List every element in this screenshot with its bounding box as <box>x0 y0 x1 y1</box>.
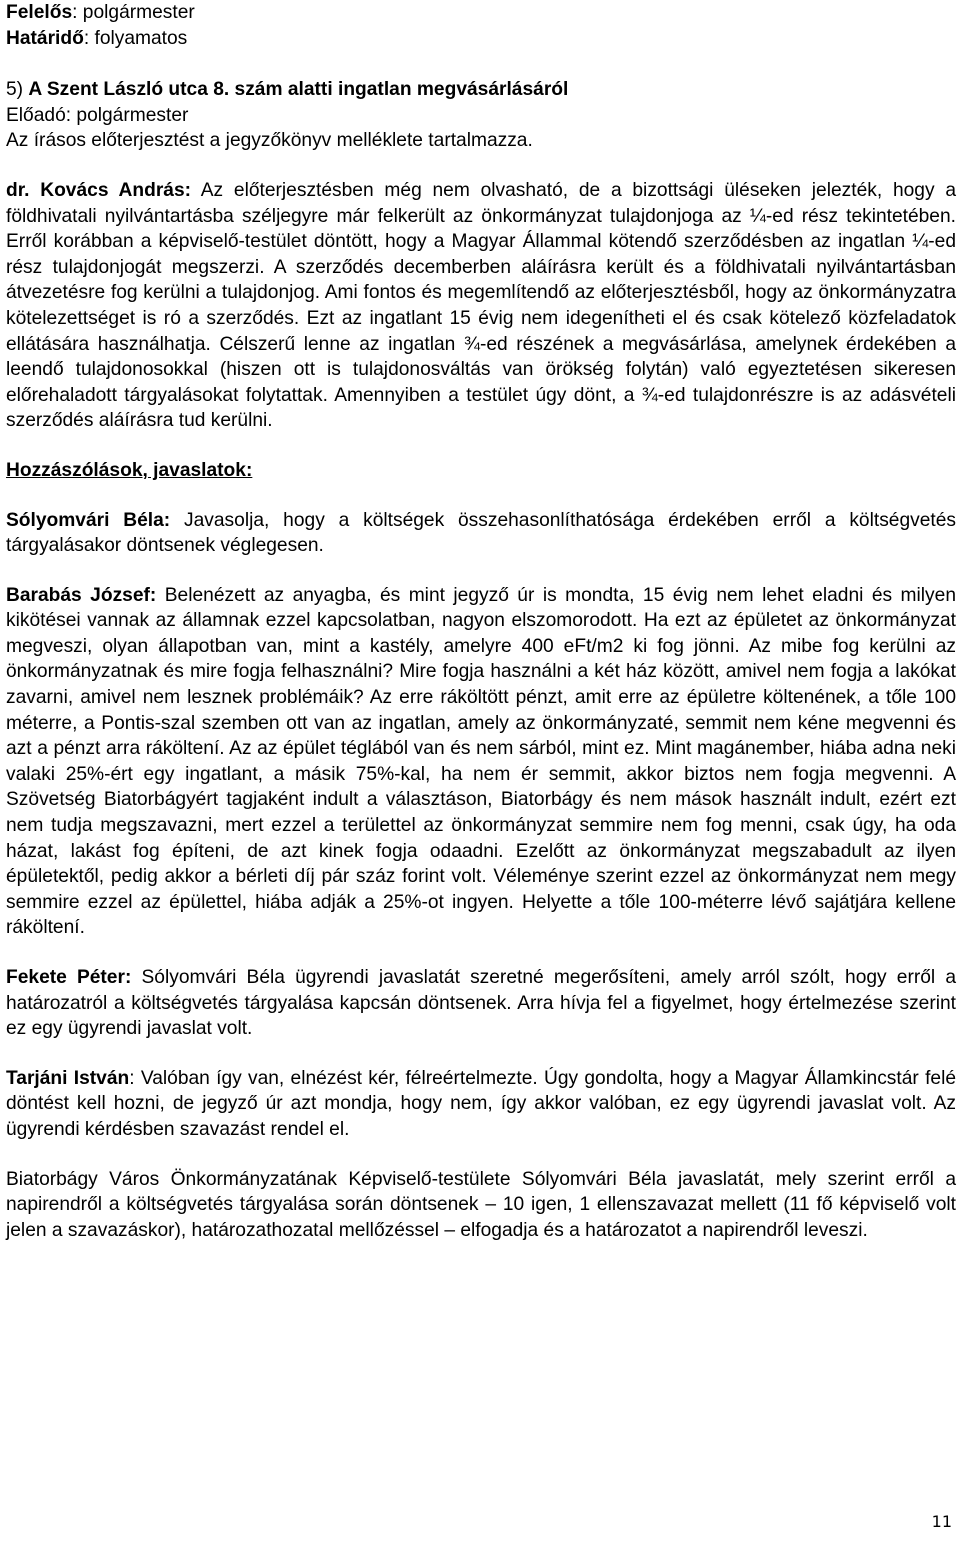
deadline-value: : folyamatos <box>83 27 188 49</box>
comment-paragraph <box>6 583 956 941</box>
agenda-item-number: 5) <box>6 79 29 101</box>
agenda-item-note: Az írásos előterjesztést a jegyzőkönyv melléklete tartalmazza. <box>6 130 533 152</box>
comment-text: Sólyomvári Béla ügyrendi javaslatát szeretné megerősíteni, amely arról szólt, hogy erről a határozatról a költségvetés tárgyalása kapcsán döntsenek. Arra hívja fel a figyelmet, hogy értelmezése szerint ez egy ügyrendi javaslat volt. <box>6 967 956 1040</box>
comment-paragraph <box>6 508 956 559</box>
comment-paragraph <box>6 1066 956 1143</box>
comment-paragraph <box>6 965 956 1042</box>
agenda-item-presenter: Előadó: polgármester <box>6 104 189 126</box>
comment-speaker: Fekete Péter: <box>6 967 132 988</box>
comment-text: : Valóban így van, elnézést kér, félreértelmezte. Úgy gondolta, hogy a Magyar Államkincstár felé döntést kell hozni, de jegyző úr azt mondja, hogy nem, így akkor valóban, ez egy ügyrendi javaslat volt. Az ügyrendi kérdésben szavazást rendel el. <box>6 1067 957 1140</box>
comment-text: Javasolja, hogy a költségek összehasonlíthatósága érdekében erről a költségvetés tárgyalásakor döntsenek véglegesen. <box>6 509 956 557</box>
responsible-line <box>6 0 956 26</box>
comment-speaker: Tarjáni István <box>6 1067 130 1089</box>
resolution-paragraph: Biatorbágy Város Önkormányzatának Képviselő-testülete Sólyomvári Béla javaslatát, mely szerint erről a napirendről a költségvetés tárgyalása során döntsenek – 10 igen, 1 ellenszavazat mellett (11 fő képviselő volt jelen a szavazáskor), határozathozatal mellőzéssel – elfogadja és a határozatot a napirendről leveszi. <box>6 1168 956 1241</box>
agenda-item-title-text: A Szent László utca 8. szám alatti ingatlan megvásárlásáról <box>28 79 569 101</box>
comment-speaker: Sólyomvári Béla: <box>6 509 171 531</box>
intro-text: Az előterjesztésben még nem olvasható, de a bizottsági üléseken jelezték, hogy a földhivatali nyilvántartásba széljegyre már felkerült az önkormányzat tulajdonjoga az ¼-ed rész tekintetében. Erről korábban a képviselő-testület döntött, hogy a Magyar Állammal kötendő szerződésben az ingatlan ¼-ed rész tulajdonjogát megszerzi. A szerződés decemberben aláírásra került és a földhivatali nyilvántartásban átvezetésre fog kerülni a tulajdonjog. Ami fontos és megemlítendő az előterjesztésből, hogy az önkormányzatra kötelezettséget is ró a szerződés. Ezt az ingatlant 15 évig nem idegenítheti el és csak kötelező közfeladatok ellátására használhatja. Célszerű lenne az ingatlan ¾-ed részének a megvásárlása, amelynek érdekében a leendő tulajdonosokkal (hiszen ott is tulajdonosváltás van örökség folytán) való egyeztetésen sikeresen előrehaladott tárgyalásokat folytattak. Amennyiben a testület úgy dönt, a ¾-ed tulajdonrészre is az adásvételi szerződés aláírásra tud kerülni. <box>6 179 956 432</box>
comment-text: Belenézett az anyagba, és mint jegyző úr is mondta, 15 évig nem lehet eladni és milyen kikötései vannak az államnak ezzel kapcsolatban, nagyon elszomorodott. Ha ezt az épületet az önkormányzat megveszi, olyan állapotban van, mint a kastély, amelyre 400 eFt/m2 ki fog jönni. Az mibe fog kerülni az önkormányzatnak és mire fogja felhasználni? Mire fogja használni a két ház között, amivel nem fogja a lakókat zavarni, amivel nem lesznek problémáik? Az erre ráköltött pénzt, amit erre az épületre költenének, a tőle 100 méterre, a Pontis-szal szemben ott van az ingatlan, amely az önkormányzaté, semmit nem kéne megvenni és azt a pénzt arra ráköltení. Az az épület téglából van és nem sárból, mint ez. Mint magánember, hiába adna neki valaki 25%-ért egy ingatlant, a másik 75%-kal, ha nem ér semmit, akkor biztos nem fogja megvenni. A Szövetség Biatorbágyért tagjaként indult a választáson, Biatorbágy és nem mások használt indult, ezért ezt nem tudja megszavazni, mert ezzel a területtel az önkormányzat semmire nem fog menni, csak úgy, ha oda házat, lakást fog építeni, de azt kinek fogja odaadni. Ezelőtt az önkormányzat megszabadult az ilyen épületektől, pedig akkor a bérleti díj pár száz forint volt. Véleménye szerint ezzel az önkormányzat nem megy semmire ezzel az épülettel, hiába adják a 25%-ot ingyen. Helyette a tőle 100-méterre lévő sajátjára kellene ráköltení. <box>6 584 956 939</box>
comment-speaker: Barabás József: <box>6 584 157 606</box>
document-page <box>6 0 956 1243</box>
responsible-value: : polgármester <box>72 2 195 23</box>
intro-speaker: dr. Kovács András: <box>6 179 192 201</box>
agenda-item-title <box>6 77 956 103</box>
responsible-label: Felelős <box>6 2 73 23</box>
deadline-line <box>6 26 956 52</box>
comments-heading: Hozzászólások, javaslatok: <box>6 459 253 481</box>
page-number: 11 <box>931 1512 952 1531</box>
deadline-label: Határidő <box>6 27 84 49</box>
intro-paragraph <box>6 178 956 434</box>
